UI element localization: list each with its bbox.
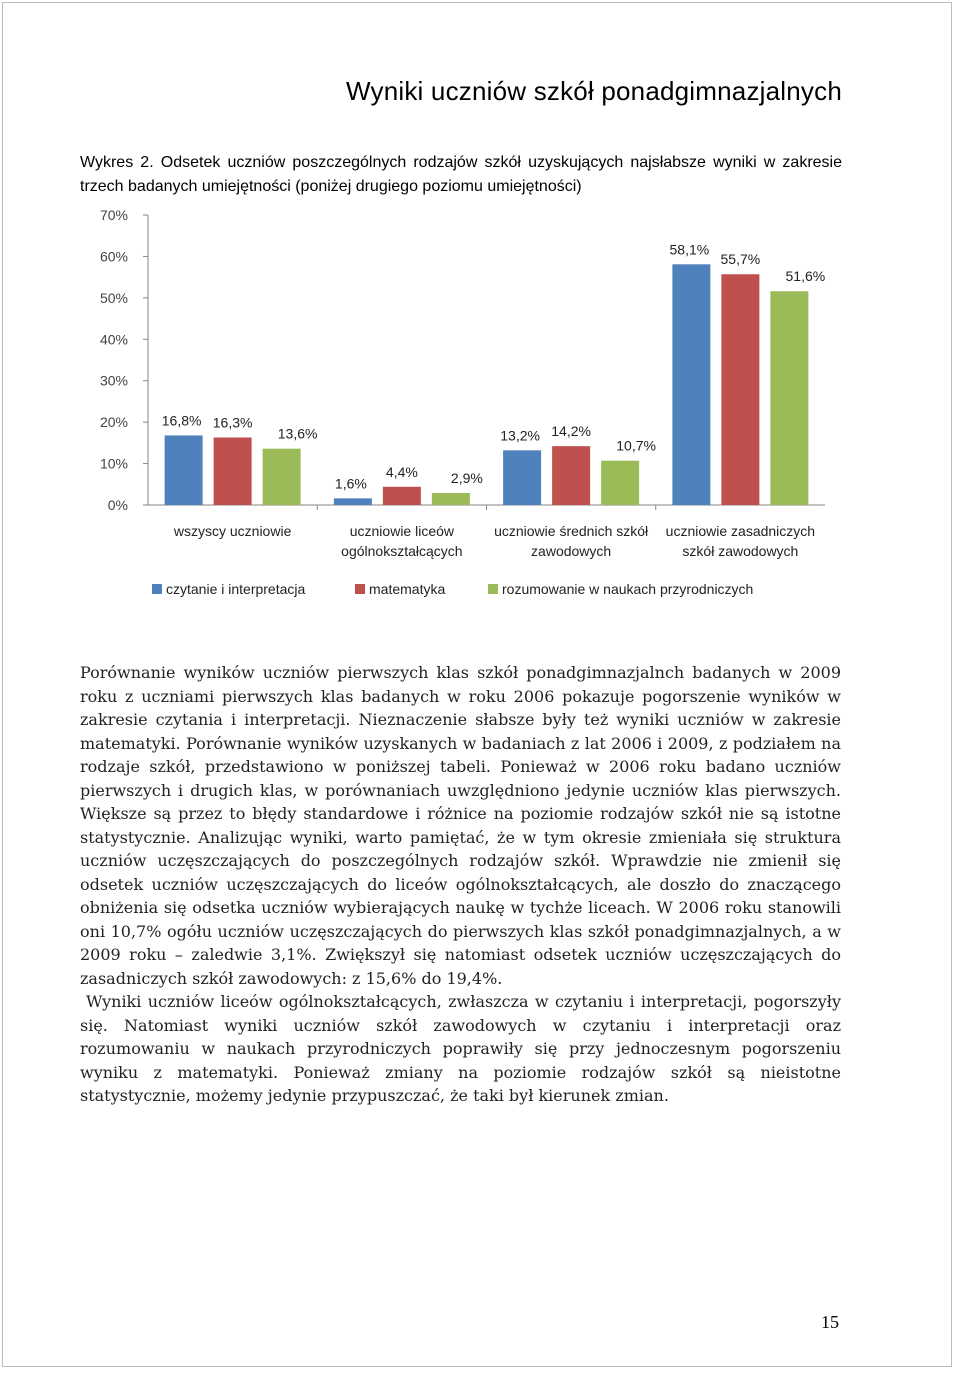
data-label: 51,6% [785,268,826,285]
legend-swatch [488,584,498,594]
y-tick-label: 0% [107,497,128,513]
y-tick-label: 30% [99,372,128,389]
paragraph-1: Porównanie wyników uczniów pierwszych klas szkół ponadgimnazjalnch badanych w 2009 roku z uczniami pierwszych klas badanych w roku 2006 pokazuje pogorszenie wyników w zakresie czytania i interpretacji. Nieznaczenie słabsze były też wyniki uczniów w zakresie matematyki. Porównanie wyników uzyskanych w badaniach z lat 2006 i 2009, z podziałem na rodzaje szkół, przedstawiono w poniższej tabeli. Ponieważ w 2006 roku badano uczniów pierwszych i drugich klas, w porównaniach uwzględniono jedynie uczniów klas pierwszych. Większe są przez to błędy standardowe i różnice na poziomie rodzajów szkół nie są istotne statystycznie. Analizując wyniki, warto pamiętać, że w tym okresie zmieniała się struktura uczniów uczęszczających do poszczególnych rodzajów szkół. Wprawdzie nie zmienił się odsetek uczniów uczęszczających do liceów ogólnokształcących, ale doszło do znaczącego obniżenia się odsetka uczniów wybierających naukę w tychże liceach. W 2006 roku stanowili oni 10,7% ogółu uczniów uczęszczających do pierwszych klas szkół ponadgimnazjalnych, a w 2009 roku – zaledwie 3,1%. Zwiększył się natomiast odsetek uczniów uczęszczających do zasadniczych szkół zawodowych: z 15,6% do 19,4%. [80,663,841,988]
y-tick-label: 70% [99,207,128,223]
category-label: uczniowie średnich szkół [494,523,649,539]
y-tick-label: 20% [99,414,128,431]
bar [432,493,470,505]
figure-caption: Wykres 2. Odsetek uczniów poszczególnych rodzajów szkół uzyskujących najsłabsze wyniki w zakresie trzech badanych umiejętności (poniżej drugiego poziomu umiejętności) [80,154,842,195]
y-tick-label: 40% [99,331,128,348]
bar [672,264,710,505]
bar [503,450,541,505]
bar [552,446,590,505]
category-label: ogólnokształcących [341,543,463,559]
bar [601,461,639,505]
legend-swatch [355,584,365,594]
bar [383,487,421,505]
legend-label: rozumowanie w naukach przyrodniczych [502,581,754,597]
bar-chart [0,0,960,620]
bar [214,437,252,505]
legend-swatch [152,584,162,594]
data-label: 1,6% [334,475,367,492]
data-label: 2,9% [450,469,483,486]
category-label: uczniowie liceów [349,523,455,539]
data-label: 58,1% [669,241,710,258]
category-label: wszyscy uczniowie [173,523,292,539]
paragraph-2: Wyniki uczniów liceów ogólnokształcących, zwłaszcza w czytaniu i interpretacji, pogorszyły się. Natomiast wyniki uczniów szkół zawodowych w czytaniu i interpretacji oraz rozumowaniu w naukach przyrodniczych poprawiły się przy jednoczesnym pogorszeniu wyniku z matematyki. Ponieważ zmiany na poziomie rodzajów szkół są nieistotne statystycznie, możemy jedynie przypuszczać, że taki był kierunek zmian. [80,992,841,1105]
page-title: Wyniki uczniów szkół ponadgimnazjalnych [345,76,842,106]
page-number: 15 [821,1312,839,1332]
data-label: 13,6% [277,425,318,442]
data-label: 55,7% [720,251,761,268]
data-label: 10,7% [616,437,656,454]
body-text [80,661,841,1108]
legend-label: matematyka [369,581,446,597]
legend-label: czytanie i interpretacja [166,581,306,597]
bar [721,274,759,505]
data-label: 4,4% [385,463,418,480]
category-label: szkół zawodowych [682,543,799,559]
data-label: 16,3% [212,414,253,431]
category-label: zawodowych [531,543,612,559]
category-label: uczniowie zasadniczych [665,523,816,539]
y-tick-label: 50% [99,289,128,306]
data-label: 13,2% [500,427,540,444]
bar [770,291,808,505]
data-label: 16,8% [161,412,202,429]
bar [165,435,203,505]
bar [263,449,301,505]
bar [334,498,372,505]
data-label: 14,2% [551,423,591,440]
y-tick-label: 60% [99,248,128,265]
y-tick-label: 10% [99,455,128,472]
